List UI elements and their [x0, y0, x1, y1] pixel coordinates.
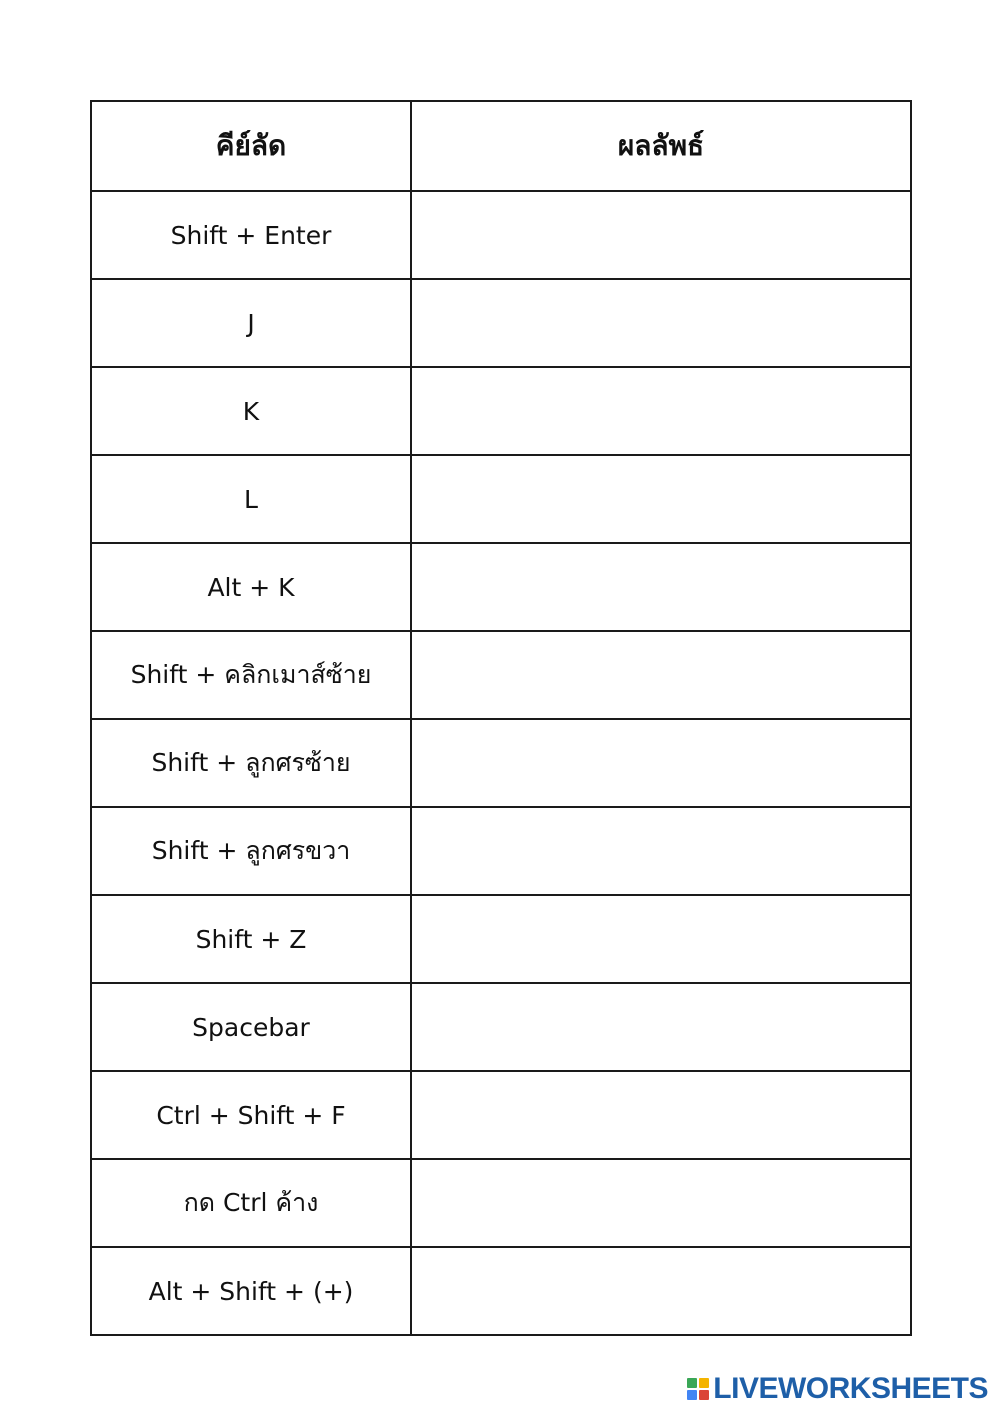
shortcut-key: Spacebar [91, 983, 411, 1071]
logo-square [687, 1390, 697, 1400]
answer-cell[interactable] [411, 983, 911, 1071]
table-row [91, 895, 911, 983]
brand-name: LIVEWORKSHEETS [713, 1372, 988, 1405]
answer-cell[interactable] [411, 719, 911, 807]
answer-cell[interactable] [411, 895, 911, 983]
shortcut-key: Alt + Shift + (+) [91, 1247, 411, 1335]
table-row [91, 1159, 911, 1247]
shortcut-key: Alt + K [91, 543, 411, 631]
shortcut-key: Shift + ลูกศรซ้าย [91, 719, 411, 807]
table-row [91, 719, 911, 807]
header-result: ผลลัพธ์ [411, 101, 911, 191]
table-row [91, 631, 911, 719]
table-row [91, 1247, 911, 1335]
table-row [91, 807, 911, 895]
header-row [91, 101, 911, 191]
table-row [91, 279, 911, 367]
answer-cell[interactable] [411, 455, 911, 543]
shortcut-key: Ctrl + Shift + F [91, 1071, 411, 1159]
table-row [91, 191, 911, 279]
table-row [91, 983, 911, 1071]
shortcut-key: กด Ctrl ค้าง [91, 1159, 411, 1247]
answer-cell[interactable] [411, 1247, 911, 1335]
logo-square [699, 1390, 709, 1400]
header-key: คีย์ลัด [91, 101, 411, 191]
answer-cell[interactable] [411, 367, 911, 455]
answer-cell[interactable] [411, 1159, 911, 1247]
answer-cell[interactable] [411, 191, 911, 279]
shortcut-table [90, 100, 912, 1336]
shortcut-key: Shift + Z [91, 895, 411, 983]
answer-cell[interactable] [411, 543, 911, 631]
answer-cell[interactable] [411, 631, 911, 719]
logo-square [687, 1378, 697, 1388]
table-row [91, 543, 911, 631]
liveworksheets-logo-icon [687, 1378, 709, 1400]
table-row [91, 367, 911, 455]
shortcut-key: Shift + Enter [91, 191, 411, 279]
answer-cell[interactable] [411, 1071, 911, 1159]
shortcut-key: Shift + ลูกศรขวา [91, 807, 411, 895]
liveworksheets-brand [687, 1372, 988, 1406]
shortcut-key: J [91, 279, 411, 367]
answer-cell[interactable] [411, 807, 911, 895]
table-row [91, 1071, 911, 1159]
shortcut-key: K [91, 367, 411, 455]
shortcut-key: L [91, 455, 411, 543]
table-row [91, 455, 911, 543]
shortcut-key: Shift + คลิกเมาส์ซ้าย [91, 631, 411, 719]
logo-square [699, 1378, 709, 1388]
answer-cell[interactable] [411, 279, 911, 367]
